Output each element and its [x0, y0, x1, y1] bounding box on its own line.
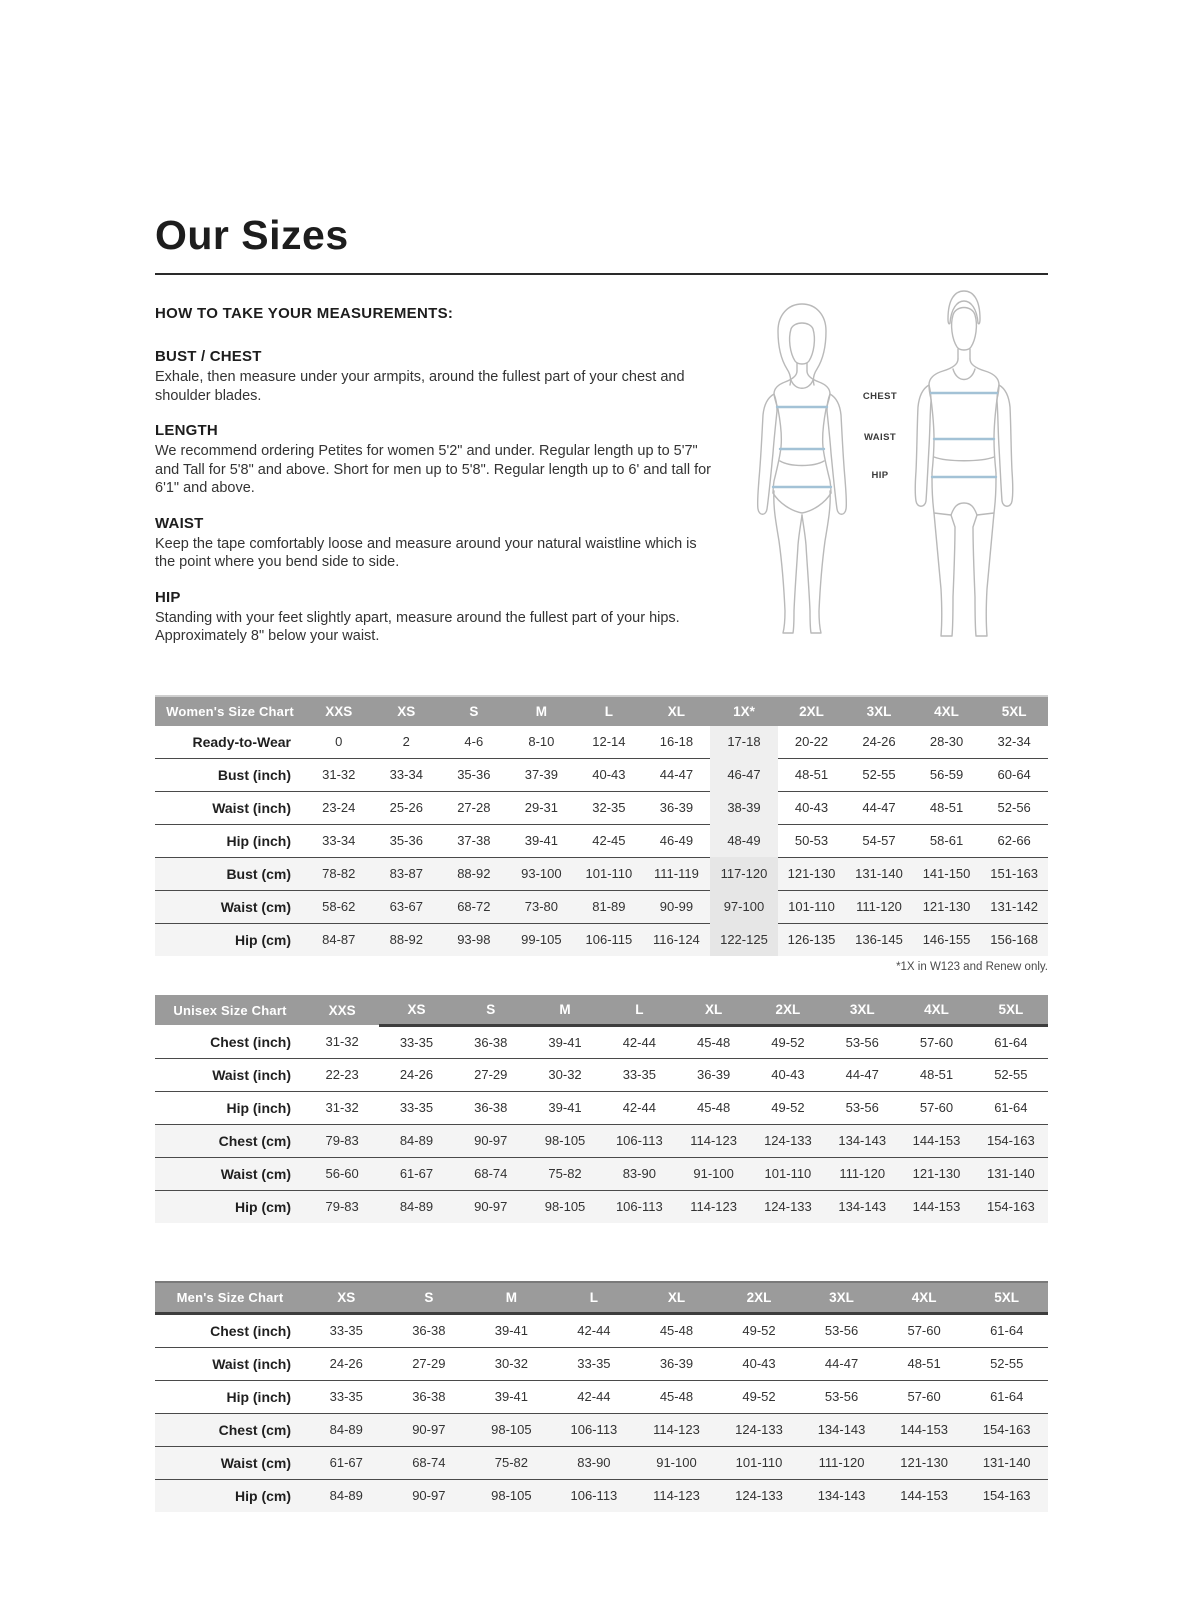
size-cell: 58-62 — [305, 890, 373, 923]
size-column-header: S — [388, 1282, 471, 1314]
size-cell: 99-105 — [508, 923, 576, 956]
waist-label: WAIST — [863, 432, 897, 443]
section-heading: BUST / CHEST — [155, 348, 262, 365]
size-cell: 90-97 — [454, 1124, 528, 1157]
size-cell: 154-163 — [974, 1124, 1048, 1157]
row-label: Hip (cm) — [155, 1479, 305, 1512]
section-body: Keep the tape comfortably loose and measure around your natural waistline which is the point where you bend side to side. — [155, 535, 697, 571]
row-label: Waist (cm) — [155, 890, 305, 923]
table-row — [155, 791, 1048, 824]
size-cell: 24-26 — [845, 726, 913, 759]
size-cell: 39-41 — [508, 824, 576, 857]
title-divider — [155, 273, 1048, 275]
size-cell: 131-140 — [845, 857, 913, 890]
chest-label: CHEST — [862, 391, 898, 402]
women-chart-title: Women's Size Chart — [155, 696, 305, 726]
size-cell: 79-83 — [305, 1190, 379, 1223]
section-heading: LENGTH — [155, 422, 218, 440]
size-cell: 24-26 — [379, 1058, 453, 1091]
row-label: Ready-to-Wear — [155, 726, 305, 759]
size-cell: 27-29 — [388, 1347, 471, 1380]
size-cell: 27-29 — [454, 1058, 528, 1091]
table-row — [155, 1380, 1048, 1413]
size-cell: 134-143 — [825, 1124, 899, 1157]
size-cell: 45-48 — [676, 1091, 750, 1124]
size-cell: 98-105 — [528, 1190, 602, 1223]
size-column-header: S — [454, 995, 528, 1026]
size-cell: 79-83 — [305, 1124, 379, 1157]
size-column-header: 4XL — [913, 696, 981, 726]
size-cell: 57-60 — [883, 1380, 966, 1413]
size-cell: 83-90 — [602, 1157, 676, 1190]
size-cell: 49-52 — [751, 1025, 825, 1058]
size-cell: 84-89 — [379, 1124, 453, 1157]
size-cell: 48-51 — [899, 1058, 973, 1091]
size-cell: 44-47 — [845, 791, 913, 824]
row-label: Chest (cm) — [155, 1413, 305, 1446]
size-cell: 44-47 — [825, 1058, 899, 1091]
size-cell: 30-32 — [470, 1347, 553, 1380]
size-cell: 52-55 — [974, 1058, 1048, 1091]
size-cell: 84-87 — [305, 923, 373, 956]
size-cell: 38-39 — [710, 791, 778, 824]
size-cell: 42-44 — [553, 1380, 636, 1413]
size-column-header: XXS — [305, 995, 379, 1026]
size-cell: 33-35 — [379, 1091, 453, 1124]
womens-size-chart — [155, 695, 1048, 956]
size-column-header: 4XL — [899, 995, 973, 1026]
size-cell: 111-119 — [643, 857, 711, 890]
womens-chart-footnote: *1X in W123 and Renew only. — [896, 960, 1048, 973]
size-cell: 84-89 — [305, 1413, 388, 1446]
size-cell: 36-38 — [388, 1313, 471, 1347]
size-cell: 36-39 — [643, 791, 711, 824]
size-cell: 44-47 — [800, 1347, 883, 1380]
size-cell: 12-14 — [575, 726, 643, 759]
size-cell: 101-110 — [751, 1157, 825, 1190]
size-cell: 111-120 — [800, 1446, 883, 1479]
size-cell: 114-123 — [676, 1124, 750, 1157]
size-cell: 42-45 — [575, 824, 643, 857]
size-cell: 56-59 — [913, 758, 981, 791]
size-column-header: L — [602, 995, 676, 1026]
measurement-section — [155, 589, 716, 646]
men-chart-title: Men's Size Chart — [155, 1282, 305, 1314]
size-cell: 114-123 — [676, 1190, 750, 1223]
size-cell: 131-142 — [980, 890, 1048, 923]
size-column-header: 3XL — [800, 1282, 883, 1314]
size-cell: 98-105 — [528, 1124, 602, 1157]
row-label: Waist (inch) — [155, 1058, 305, 1091]
size-cell: 36-38 — [454, 1025, 528, 1058]
size-cell: 75-82 — [470, 1446, 553, 1479]
size-cell: 52-55 — [965, 1347, 1048, 1380]
body-figures-illustration — [716, 287, 1048, 639]
size-cell: 45-48 — [635, 1380, 718, 1413]
size-cell: 63-67 — [373, 890, 441, 923]
male-figure — [915, 291, 1013, 636]
size-cell: 134-143 — [800, 1413, 883, 1446]
size-column-header: 3XL — [825, 995, 899, 1026]
size-cell: 121-130 — [913, 890, 981, 923]
size-cell: 36-39 — [635, 1347, 718, 1380]
size-cell: 98-105 — [470, 1413, 553, 1446]
row-label: Chest (inch) — [155, 1313, 305, 1347]
row-label: Waist (inch) — [155, 791, 305, 824]
size-cell: 36-39 — [676, 1058, 750, 1091]
size-cell: 42-44 — [602, 1025, 676, 1058]
size-cell: 106-113 — [553, 1479, 636, 1512]
size-cell: 37-39 — [508, 758, 576, 791]
size-cell: 36-38 — [388, 1380, 471, 1413]
size-column-header: M — [528, 995, 602, 1026]
table-row — [155, 1025, 1048, 1058]
size-cell: 117-120 — [710, 857, 778, 890]
size-cell: 33-35 — [305, 1313, 388, 1347]
size-cell: 68-72 — [440, 890, 508, 923]
table-row — [155, 923, 1048, 956]
size-cell: 46-49 — [643, 824, 711, 857]
table-row — [155, 857, 1048, 890]
measurement-figures — [716, 287, 1048, 644]
size-cell: 33-34 — [305, 824, 373, 857]
size-cell: 144-153 — [899, 1190, 973, 1223]
size-cell: 154-163 — [974, 1190, 1048, 1223]
size-column-header: 1X* — [710, 696, 778, 726]
size-cell: 17-18 — [710, 726, 778, 759]
size-cell: 61-64 — [965, 1313, 1048, 1347]
size-cell: 8-10 — [508, 726, 576, 759]
size-cell: 88-92 — [373, 923, 441, 956]
size-cell: 90-97 — [454, 1190, 528, 1223]
size-column-header: L — [553, 1282, 636, 1314]
size-cell: 131-140 — [965, 1446, 1048, 1479]
size-cell: 48-51 — [778, 758, 846, 791]
size-cell: 136-145 — [845, 923, 913, 956]
unisex-chart-title: Unisex Size Chart — [155, 995, 305, 1026]
size-cell: 40-43 — [751, 1058, 825, 1091]
size-cell: 61-64 — [974, 1091, 1048, 1124]
row-label: Chest (inch) — [155, 1025, 305, 1058]
size-cell: 54-57 — [845, 824, 913, 857]
size-cell: 75-82 — [528, 1157, 602, 1190]
mens-size-chart — [155, 1281, 1048, 1512]
size-cell: 144-153 — [899, 1124, 973, 1157]
size-cell: 23-24 — [305, 791, 373, 824]
size-cell: 134-143 — [825, 1190, 899, 1223]
size-cell: 91-100 — [676, 1157, 750, 1190]
size-cell: 121-130 — [883, 1446, 966, 1479]
page-title: Our Sizes — [155, 212, 349, 258]
size-column-header: 2XL — [778, 696, 846, 726]
table-row — [155, 1479, 1048, 1512]
size-column-header: M — [470, 1282, 553, 1314]
table-row — [155, 1313, 1048, 1347]
size-cell: 114-123 — [635, 1413, 718, 1446]
size-column-header: XL — [676, 995, 750, 1026]
size-cell: 144-153 — [883, 1413, 966, 1446]
size-cell: 106-113 — [602, 1124, 676, 1157]
size-cell: 141-150 — [913, 857, 981, 890]
size-cell: 39-41 — [470, 1313, 553, 1347]
size-cell: 24-26 — [305, 1347, 388, 1380]
size-cell: 45-48 — [676, 1025, 750, 1058]
size-column-header: XS — [379, 995, 453, 1026]
size-cell: 88-92 — [440, 857, 508, 890]
size-column-header: 5XL — [980, 696, 1048, 726]
size-cell: 53-56 — [800, 1313, 883, 1347]
size-cell: 0 — [305, 726, 373, 759]
row-label: Bust (inch) — [155, 758, 305, 791]
size-cell: 126-135 — [778, 923, 846, 956]
measurement-section — [155, 515, 716, 572]
row-label: Hip (inch) — [155, 1380, 305, 1413]
size-column-header: 2XL — [751, 995, 825, 1026]
size-cell: 151-163 — [980, 857, 1048, 890]
size-cell: 31-32 — [305, 758, 373, 791]
size-cell: 83-90 — [553, 1446, 636, 1479]
table-row — [155, 758, 1048, 791]
section-heading: HIP — [155, 588, 181, 606]
size-cell: 90-97 — [388, 1479, 471, 1512]
size-cell: 73-80 — [508, 890, 576, 923]
size-cell: 61-64 — [965, 1380, 1048, 1413]
size-cell: 57-60 — [899, 1091, 973, 1124]
section-body: We recommend ordering Petites for women 5'2" and under. Regular length up to 5'7" and Tall for 5'8" and above. Short for men up to 5'8". Regular length up to 6' and tall for 6'1" and above. — [155, 443, 711, 497]
size-cell: 35-36 — [373, 824, 441, 857]
size-cell: 62-66 — [980, 824, 1048, 857]
size-cell: 124-133 — [718, 1479, 801, 1512]
size-cell: 61-67 — [379, 1157, 453, 1190]
size-cell: 114-123 — [635, 1479, 718, 1512]
size-cell: 84-89 — [379, 1190, 453, 1223]
table-row — [155, 726, 1048, 759]
size-cell: 33-35 — [379, 1025, 453, 1058]
size-cell: 49-52 — [718, 1313, 801, 1347]
size-cell: 122-125 — [710, 923, 778, 956]
size-cell: 93-100 — [508, 857, 576, 890]
size-cell: 68-74 — [454, 1157, 528, 1190]
size-cell: 33-35 — [305, 1380, 388, 1413]
size-cell: 111-120 — [845, 890, 913, 923]
size-cell: 27-28 — [440, 791, 508, 824]
size-cell: 116-124 — [643, 923, 711, 956]
size-charts — [155, 695, 1048, 1512]
size-cell: 83-87 — [373, 857, 441, 890]
size-cell: 20-22 — [778, 726, 846, 759]
row-label: Hip (cm) — [155, 923, 305, 956]
size-cell: 31-32 — [305, 1091, 379, 1124]
size-cell: 35-36 — [440, 758, 508, 791]
size-cell: 60-64 — [980, 758, 1048, 791]
size-column-header: XL — [643, 696, 711, 726]
row-label: Waist (cm) — [155, 1157, 305, 1190]
size-cell: 106-113 — [553, 1413, 636, 1446]
size-column-header: XL — [635, 1282, 718, 1314]
size-cell: 40-43 — [718, 1347, 801, 1380]
size-cell: 2 — [373, 726, 441, 759]
measurement-text-column — [155, 305, 716, 663]
size-cell: 44-47 — [643, 758, 711, 791]
size-cell: 106-115 — [575, 923, 643, 956]
measurement-sections — [155, 348, 716, 646]
size-cell: 32-35 — [575, 791, 643, 824]
size-cell: 22-23 — [305, 1058, 379, 1091]
size-cell: 90-97 — [388, 1413, 471, 1446]
size-cell: 121-130 — [899, 1157, 973, 1190]
size-cell: 49-52 — [718, 1380, 801, 1413]
size-cell: 53-56 — [825, 1091, 899, 1124]
female-figure — [758, 304, 847, 633]
size-cell: 98-105 — [470, 1479, 553, 1512]
size-cell: 39-41 — [470, 1380, 553, 1413]
size-cell: 154-163 — [965, 1479, 1048, 1512]
size-cell: 101-110 — [718, 1446, 801, 1479]
table-row — [155, 1347, 1048, 1380]
table-row — [155, 1124, 1048, 1157]
size-cell: 124-133 — [751, 1190, 825, 1223]
row-label: Chest (cm) — [155, 1124, 305, 1157]
size-column-header: 5XL — [965, 1282, 1048, 1314]
how-to-heading: HOW TO TAKE YOUR MEASUREMENTS: — [155, 305, 454, 322]
size-cell: 106-113 — [602, 1190, 676, 1223]
size-cell: 48-51 — [913, 791, 981, 824]
size-cell: 48-49 — [710, 824, 778, 857]
section-body: Standing with your feet slightly apart, measure around the fullest part of your hips. Approximately 8" below your waist. — [155, 609, 680, 645]
table-row — [155, 824, 1048, 857]
size-cell: 16-18 — [643, 726, 711, 759]
size-cell: 33-35 — [553, 1347, 636, 1380]
size-cell: 134-143 — [800, 1479, 883, 1512]
size-cell: 156-168 — [980, 923, 1048, 956]
size-cell: 33-34 — [373, 758, 441, 791]
size-cell: 29-31 — [508, 791, 576, 824]
row-label: Hip (cm) — [155, 1190, 305, 1223]
section-heading: WAIST — [155, 514, 204, 532]
size-cell: 144-153 — [883, 1479, 966, 1512]
hip-label: HIP — [871, 470, 889, 481]
size-cell: 57-60 — [883, 1313, 966, 1347]
row-label: Bust (cm) — [155, 857, 305, 890]
measurement-section — [155, 348, 716, 405]
size-cell: 68-74 — [388, 1446, 471, 1479]
size-cell: 84-89 — [305, 1479, 388, 1512]
size-cell: 57-60 — [899, 1025, 973, 1058]
size-cell: 61-67 — [305, 1446, 388, 1479]
table-row — [155, 1446, 1048, 1479]
table-row — [155, 1157, 1048, 1190]
size-cell: 49-52 — [751, 1091, 825, 1124]
size-cell: 90-99 — [643, 890, 711, 923]
table-row — [155, 1413, 1048, 1446]
size-cell: 78-82 — [305, 857, 373, 890]
size-cell: 42-44 — [553, 1313, 636, 1347]
size-column-header: XXS — [305, 696, 373, 726]
size-column-header: 3XL — [845, 696, 913, 726]
size-cell: 101-110 — [778, 890, 846, 923]
size-cell: 45-48 — [635, 1313, 718, 1347]
size-cell: 33-35 — [602, 1058, 676, 1091]
size-column-header: L — [575, 696, 643, 726]
size-cell: 97-100 — [710, 890, 778, 923]
unisex-size-chart — [155, 995, 1048, 1223]
size-cell: 58-61 — [913, 824, 981, 857]
size-cell: 52-55 — [845, 758, 913, 791]
size-cell: 111-120 — [825, 1157, 899, 1190]
size-cell: 124-133 — [751, 1124, 825, 1157]
row-label: Hip (inch) — [155, 1091, 305, 1124]
size-cell: 50-53 — [778, 824, 846, 857]
size-cell: 30-32 — [528, 1058, 602, 1091]
size-cell: 124-133 — [718, 1413, 801, 1446]
size-column-header: M — [508, 696, 576, 726]
size-cell: 131-140 — [974, 1157, 1048, 1190]
section-body: Exhale, then measure under your armpits, around the fullest part of your chest and shoulder blades. — [155, 369, 685, 404]
row-label: Waist (inch) — [155, 1347, 305, 1380]
size-cell: 39-41 — [528, 1091, 602, 1124]
size-cell: 39-41 — [528, 1025, 602, 1058]
size-cell: 40-43 — [575, 758, 643, 791]
table-row — [155, 1058, 1048, 1091]
size-cell: 53-56 — [800, 1380, 883, 1413]
size-cell: 40-43 — [778, 791, 846, 824]
size-column-header: XS — [373, 696, 441, 726]
table-row — [155, 1190, 1048, 1223]
size-cell: 56-60 — [305, 1157, 379, 1190]
measurement-section — [155, 422, 716, 498]
size-cell: 32-34 — [980, 726, 1048, 759]
size-column-header: XS — [305, 1282, 388, 1314]
size-cell: 31-32 — [305, 1025, 379, 1058]
size-cell: 36-38 — [454, 1091, 528, 1124]
row-label: Hip (inch) — [155, 824, 305, 857]
size-cell: 4-6 — [440, 726, 508, 759]
measurement-info-row — [155, 305, 1048, 663]
size-cell: 46-47 — [710, 758, 778, 791]
row-label: Waist (cm) — [155, 1446, 305, 1479]
size-cell: 121-130 — [778, 857, 846, 890]
size-cell: 61-64 — [974, 1025, 1048, 1058]
size-cell: 48-51 — [883, 1347, 966, 1380]
size-column-header: 4XL — [883, 1282, 966, 1314]
size-cell: 81-89 — [575, 890, 643, 923]
table-row — [155, 890, 1048, 923]
size-cell: 52-56 — [980, 791, 1048, 824]
size-cell: 53-56 — [825, 1025, 899, 1058]
size-cell: 25-26 — [373, 791, 441, 824]
size-cell: 42-44 — [602, 1091, 676, 1124]
size-column-header: 2XL — [718, 1282, 801, 1314]
table-row — [155, 1091, 1048, 1124]
size-cell: 91-100 — [635, 1446, 718, 1479]
size-cell: 154-163 — [965, 1413, 1048, 1446]
size-cell: 93-98 — [440, 923, 508, 956]
size-cell: 101-110 — [575, 857, 643, 890]
size-cell: 28-30 — [913, 726, 981, 759]
size-column-header: 5XL — [974, 995, 1048, 1026]
male-measure-lines — [931, 393, 997, 477]
size-cell: 146-155 — [913, 923, 981, 956]
size-column-header: S — [440, 696, 508, 726]
size-cell: 37-38 — [440, 824, 508, 857]
